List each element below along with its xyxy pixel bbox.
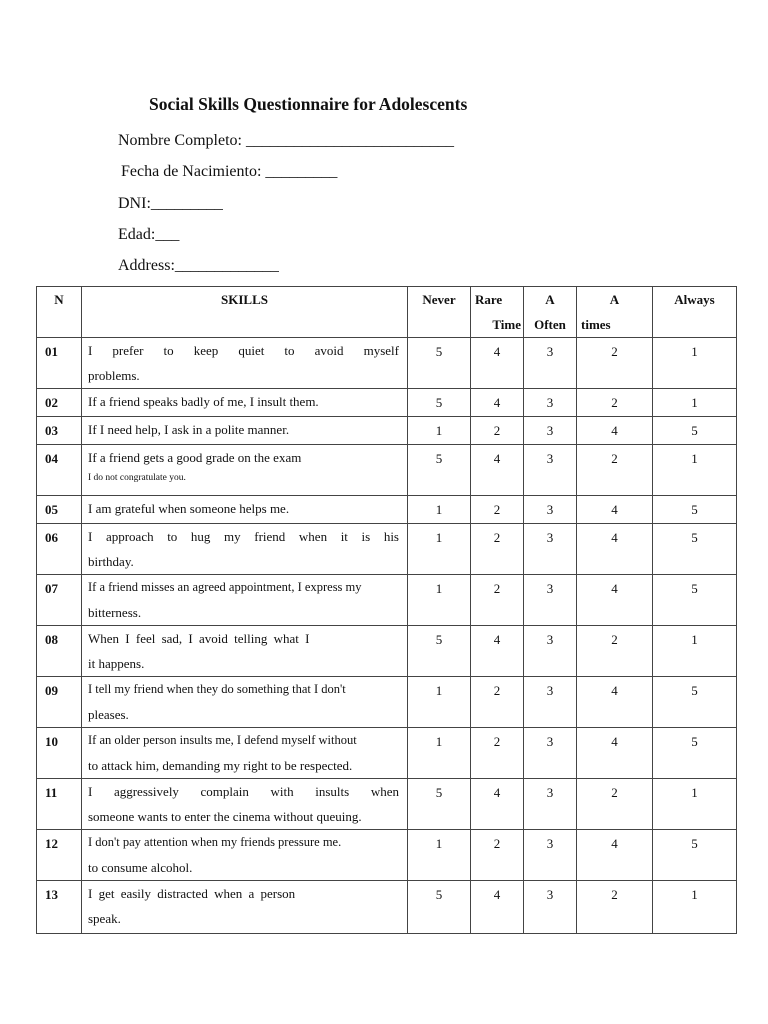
dni-field[interactable]	[118, 195, 223, 213]
never-score[interactable]: 1	[408, 575, 471, 626]
table-row	[37, 417, 737, 445]
skill-text	[82, 496, 408, 524]
a-times-score[interactable]: 2	[577, 445, 653, 496]
rare-time-score[interactable]: 2	[471, 575, 524, 626]
table-header-row	[37, 287, 737, 338]
full-name-field[interactable]	[118, 132, 454, 150]
header-rare-line2: Time	[492, 317, 521, 332]
skill-text	[82, 417, 408, 445]
page-title: Social Skills Questionnaire for Adolescents	[149, 94, 468, 114]
skill-line: to consume alcohol.	[88, 860, 193, 875]
skill-text	[82, 338, 408, 389]
skill-line: If a friend gets a good grade on the exam	[88, 450, 302, 465]
skill-line: I approach to hug my friend when it is his	[88, 529, 399, 544]
table-row	[37, 445, 737, 496]
always-score[interactable]: 1	[653, 389, 737, 417]
skill-line: to attack him, demanding my right to be respected.	[88, 758, 353, 773]
rare-time-score[interactable]: 2	[471, 417, 524, 445]
header-never: Never	[408, 287, 471, 338]
rare-time-score[interactable]: 2	[471, 496, 524, 524]
dni-label: DNI:	[118, 195, 151, 212]
questionnaire-table	[36, 286, 737, 934]
a-often-score[interactable]: 3	[524, 524, 577, 575]
rare-time-score[interactable]: 4	[471, 881, 524, 934]
skill-text	[82, 881, 408, 934]
a-times-score[interactable]: 2	[577, 626, 653, 677]
rare-time-score[interactable]: 2	[471, 830, 524, 881]
birth-date-field[interactable]	[121, 163, 337, 181]
a-often-score[interactable]: 3	[524, 389, 577, 417]
row-number: 12	[37, 830, 82, 881]
table-row	[37, 779, 737, 830]
always-score[interactable]: 1	[653, 626, 737, 677]
never-score[interactable]: 1	[408, 524, 471, 575]
a-often-score[interactable]: 3	[524, 677, 577, 728]
never-score[interactable]: 5	[408, 338, 471, 389]
row-number: 05	[37, 496, 82, 524]
always-score[interactable]: 5	[653, 524, 737, 575]
never-score[interactable]: 1	[408, 496, 471, 524]
skill-line: it happens.	[88, 656, 145, 671]
table-row	[37, 677, 737, 728]
skill-line: I aggressively complain with insults when	[88, 784, 399, 799]
skill-text	[82, 575, 408, 626]
skill-line: I don't pay attention when my friends pressure me.	[88, 835, 342, 849]
skill-line: I do not congratulate you.	[88, 473, 186, 483]
always-score[interactable]: 5	[653, 496, 737, 524]
skill-text	[82, 389, 408, 417]
table-row	[37, 496, 737, 524]
table-row	[37, 575, 737, 626]
row-number: 08	[37, 626, 82, 677]
a-times-score[interactable]: 2	[577, 779, 653, 830]
always-score[interactable]: 5	[653, 677, 737, 728]
row-number: 13	[37, 881, 82, 934]
table-row	[37, 881, 737, 934]
row-number: 01	[37, 338, 82, 389]
never-score[interactable]: 5	[408, 389, 471, 417]
skill-line: someone wants to enter the cinema without queuing.	[88, 809, 362, 824]
a-often-score[interactable]: 3	[524, 496, 577, 524]
header-always: Always	[653, 287, 737, 338]
header-a-times	[577, 287, 653, 338]
table-row	[37, 389, 737, 417]
address-field[interactable]	[118, 257, 279, 275]
birth-date-blank[interactable]: _________	[265, 163, 338, 180]
skill-text	[82, 830, 408, 881]
a-times-score[interactable]: 2	[577, 338, 653, 389]
a-often-score[interactable]: 3	[524, 575, 577, 626]
age-field[interactable]	[118, 226, 179, 244]
header-often-line2: Often	[534, 317, 566, 332]
rare-time-score[interactable]: 4	[471, 445, 524, 496]
skill-line: If a friend misses an agreed appointment, I express my	[88, 580, 362, 594]
never-score[interactable]: 5	[408, 881, 471, 934]
a-times-score[interactable]: 4	[577, 677, 653, 728]
rare-time-score[interactable]: 4	[471, 779, 524, 830]
address-blank[interactable]: _____________	[174, 257, 279, 274]
never-score[interactable]: 1	[408, 728, 471, 779]
always-score[interactable]: 1	[653, 881, 737, 934]
a-often-score[interactable]: 3	[524, 728, 577, 779]
dni-blank[interactable]: _________	[150, 195, 223, 212]
row-number: 11	[37, 779, 82, 830]
header-times-line1: A	[609, 292, 620, 307]
rare-time-score[interactable]: 4	[471, 626, 524, 677]
always-score[interactable]: 1	[653, 445, 737, 496]
header-times-line2: times	[581, 317, 611, 332]
rare-time-score[interactable]: 4	[471, 389, 524, 417]
table-row	[37, 338, 737, 389]
always-score[interactable]: 5	[653, 830, 737, 881]
never-score[interactable]: 5	[408, 445, 471, 496]
header-rare-time	[471, 287, 524, 338]
skill-line: I prefer to keep quiet to avoid myself	[88, 343, 399, 358]
skill-text	[82, 524, 408, 575]
skill-line: When I feel sad, I avoid telling what I	[88, 631, 310, 646]
a-times-score[interactable]: 2	[577, 389, 653, 417]
skill-line: problems.	[88, 368, 140, 383]
row-number: 02	[37, 389, 82, 417]
a-often-score[interactable]: 3	[524, 338, 577, 389]
skill-text	[82, 779, 408, 830]
full-name-label: Nombre Completo:	[118, 132, 246, 149]
skill-line: If an older person insults me, I defend myself without	[88, 733, 357, 747]
always-score[interactable]: 5	[653, 728, 737, 779]
never-score[interactable]: 5	[408, 626, 471, 677]
rare-time-score[interactable]: 2	[471, 677, 524, 728]
a-often-score[interactable]: 3	[524, 626, 577, 677]
a-times-score[interactable]: 4	[577, 830, 653, 881]
skill-line: bitterness.	[88, 605, 142, 620]
skill-text	[82, 677, 408, 728]
header-a-often	[524, 287, 577, 338]
a-times-score[interactable]: 4	[577, 524, 653, 575]
always-score[interactable]: 5	[653, 575, 737, 626]
a-often-score[interactable]: 3	[524, 830, 577, 881]
skill-line: pleases.	[88, 707, 129, 722]
header-rare-line1: Rare	[475, 292, 503, 307]
address-label: Address:	[118, 257, 175, 274]
row-number: 09	[37, 677, 82, 728]
skill-text	[82, 728, 408, 779]
a-often-score[interactable]: 3	[524, 445, 577, 496]
a-often-score[interactable]: 3	[524, 881, 577, 934]
skill-line: birthday.	[88, 554, 134, 569]
row-number: 04	[37, 445, 82, 496]
table-row	[37, 830, 737, 881]
skill-line: I tell my friend when they do something that I don't	[88, 682, 346, 696]
header-often-line1: A	[545, 292, 555, 307]
never-score[interactable]: 5	[408, 779, 471, 830]
header-n: N	[37, 287, 82, 338]
birth-date-label: Fecha de Nacimiento:	[121, 163, 266, 180]
a-often-score[interactable]: 3	[524, 779, 577, 830]
row-number: 07	[37, 575, 82, 626]
table-row	[37, 524, 737, 575]
a-times-score[interactable]: 2	[577, 881, 653, 934]
rare-time-score[interactable]: 4	[471, 338, 524, 389]
a-times-score[interactable]: 4	[577, 575, 653, 626]
always-score[interactable]: 1	[653, 779, 737, 830]
always-score[interactable]: 1	[653, 338, 737, 389]
skill-line: If a friend speaks badly of me, I insult them.	[88, 394, 319, 409]
a-times-score[interactable]: 4	[577, 496, 653, 524]
skill-text	[82, 626, 408, 677]
row-number: 03	[37, 417, 82, 445]
rare-time-score[interactable]: 2	[471, 524, 524, 575]
skill-text	[82, 445, 408, 496]
skill-line: speak.	[88, 911, 121, 926]
never-score[interactable]: 1	[408, 830, 471, 881]
skill-line: I am grateful when someone helps me.	[88, 501, 290, 516]
full-name-blank[interactable]: __________________________	[245, 132, 454, 149]
header-skills: SKILLS	[82, 287, 408, 338]
a-times-score[interactable]: 4	[577, 728, 653, 779]
skill-line: If I need help, I ask in a polite manner.	[88, 422, 290, 437]
always-score[interactable]: 5	[653, 417, 737, 445]
skill-line: I get easily distracted when a person	[88, 886, 296, 901]
age-blank[interactable]: ___	[155, 226, 180, 243]
never-score[interactable]: 1	[408, 417, 471, 445]
table-row	[37, 626, 737, 677]
a-often-score[interactable]: 3	[524, 417, 577, 445]
rare-time-score[interactable]: 2	[471, 728, 524, 779]
never-score[interactable]: 1	[408, 677, 471, 728]
table-row	[37, 728, 737, 779]
age-label: Edad:	[118, 226, 156, 243]
row-number: 10	[37, 728, 82, 779]
a-times-score[interactable]: 4	[577, 417, 653, 445]
row-number: 06	[37, 524, 82, 575]
